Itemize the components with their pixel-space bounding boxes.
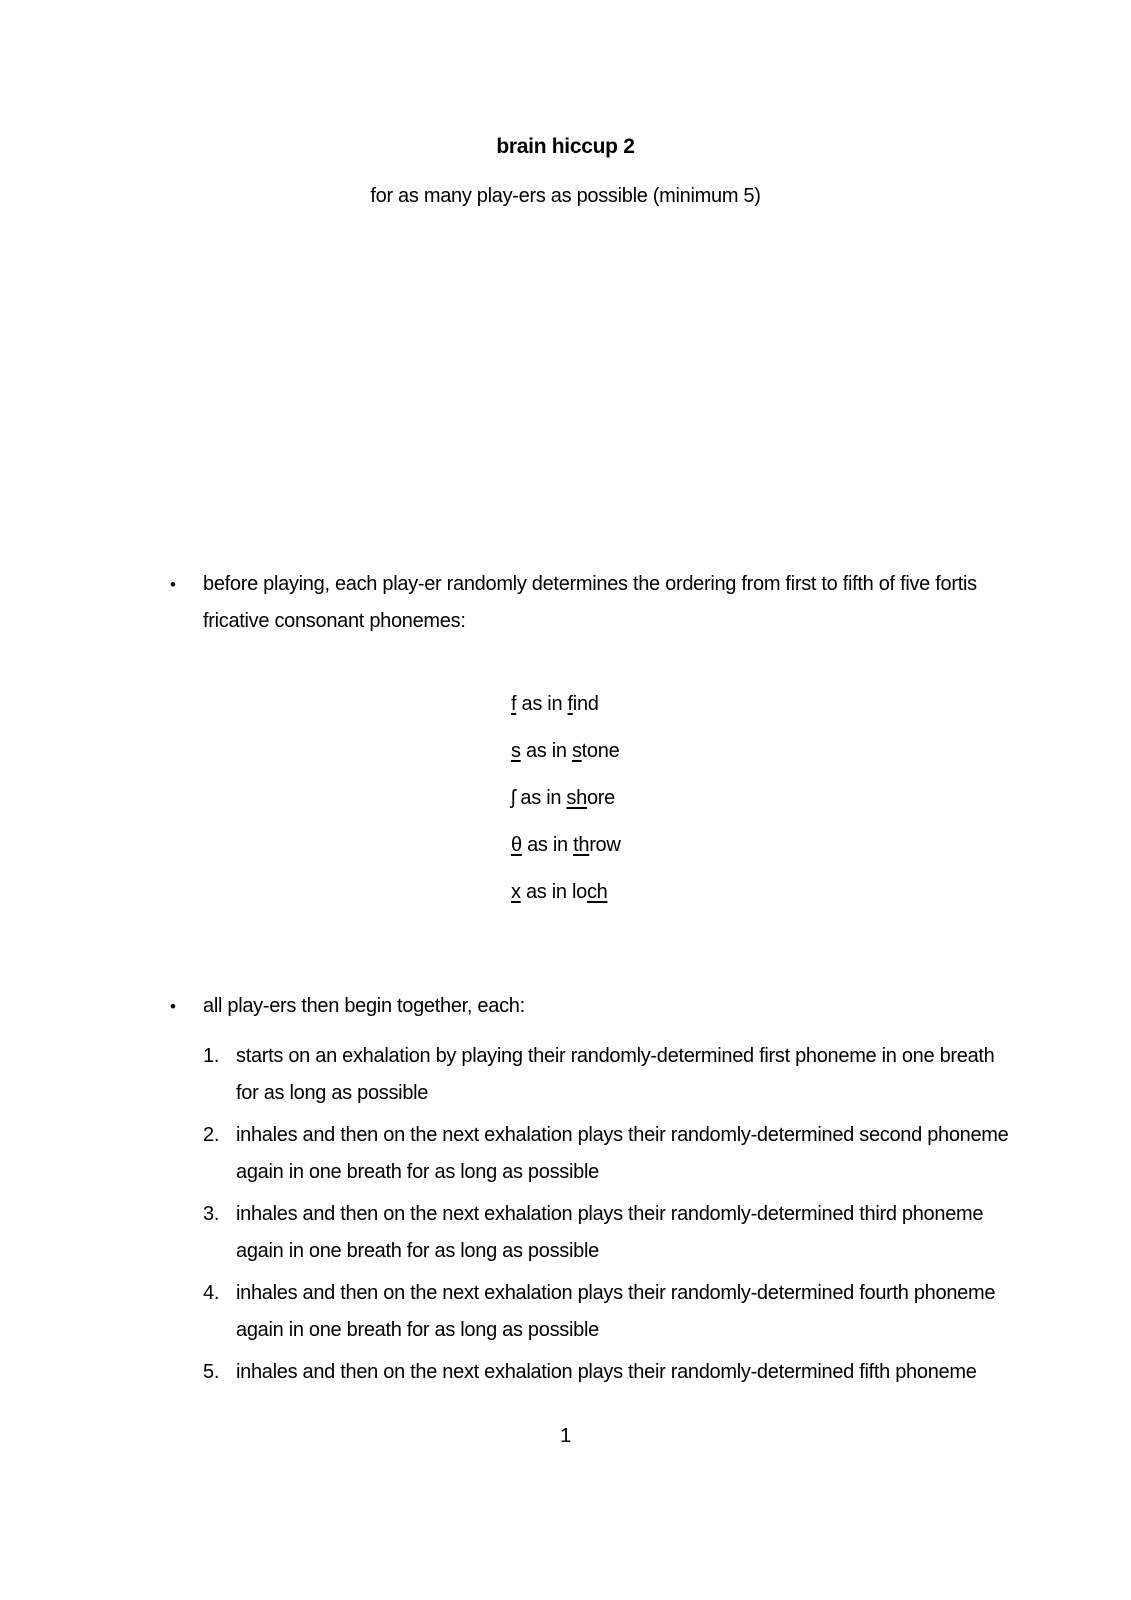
phoneme-line-theta [511,835,621,856]
bullet-item-setup [170,566,1011,640]
phoneme-line-x [511,882,621,903]
step-row-2 [203,1117,1011,1191]
numbered-list [203,1038,1011,1396]
step-number: 4. [203,1282,220,1304]
phoneme-symbol: ʃ [511,787,516,809]
step-row-1 [203,1038,1011,1112]
phoneme-word-emphasis: s [571,740,582,762]
phoneme-word-suffix: ore [586,787,615,809]
bullet-icon: • [170,997,176,1016]
phoneme-word-emphasis: ch [586,881,608,903]
step-number: 2. [203,1124,220,1146]
page-subtitle: for as many play-ers as possible (minimum 5) [370,185,761,207]
page-title: brain hiccup 2 [496,135,635,158]
phoneme-connector: as in [515,787,567,809]
phoneme-connector: as in [521,834,574,856]
step-number: 3. [203,1203,220,1225]
phoneme-word-suffix: ind [572,693,599,715]
phoneme-symbol: f [511,693,517,715]
step-row-4 [203,1275,1011,1349]
step-number: 5. [203,1361,220,1383]
step-text: inhales and then on the next exhalation plays their randomly-determined third phoneme again in one breath for as long as possible [236,1203,984,1262]
step-text: inhales and then on the next exhalation plays their randomly-determined second phoneme again in one breath for as long as possible [236,1124,1009,1183]
phoneme-line-esh [511,788,621,809]
step-text: inhales and then on the next exhalation plays their randomly-determined fifth phoneme [236,1361,977,1383]
phoneme-word-emphasis: f [567,693,573,715]
phoneme-word-suffix: row [589,834,621,856]
phoneme-connector: as in [516,693,568,715]
phoneme-connector: as in [520,881,572,903]
phoneme-symbol: θ [511,834,522,856]
bullet-icon: • [170,575,176,594]
phoneme-connector: as in [520,740,572,762]
step-row-5 [203,1354,1011,1391]
bullet-item-begin [170,988,1011,1025]
phoneme-line-f [511,694,621,715]
step-text: starts on an exhalation by playing their randomly-determined first phoneme in one breath for as long as possible [236,1045,995,1104]
phoneme-symbol: x [511,881,521,903]
step-number: 1. [203,1045,220,1067]
step-row-3 [203,1196,1011,1270]
phoneme-symbol: s [511,740,521,762]
phoneme-word-prefix: lo [571,881,587,903]
phoneme-line-s [511,741,621,762]
page-number: 1 [560,1425,571,1447]
phoneme-word-emphasis: th [573,834,590,856]
phoneme-list [511,694,621,929]
bullet-text-setup: before playing, each play-er randomly determines the ordering from first to fifth of five fortis fricative consonant phonemes: [203,573,977,632]
bullet-text-begin: all play-ers then begin together, each: [203,995,525,1017]
phoneme-word-suffix: tone [581,740,620,762]
step-text: inhales and then on the next exhalation plays their randomly-determined fourth phoneme again in one breath for as long as possible [236,1282,996,1341]
phoneme-word-emphasis: sh [566,787,587,809]
